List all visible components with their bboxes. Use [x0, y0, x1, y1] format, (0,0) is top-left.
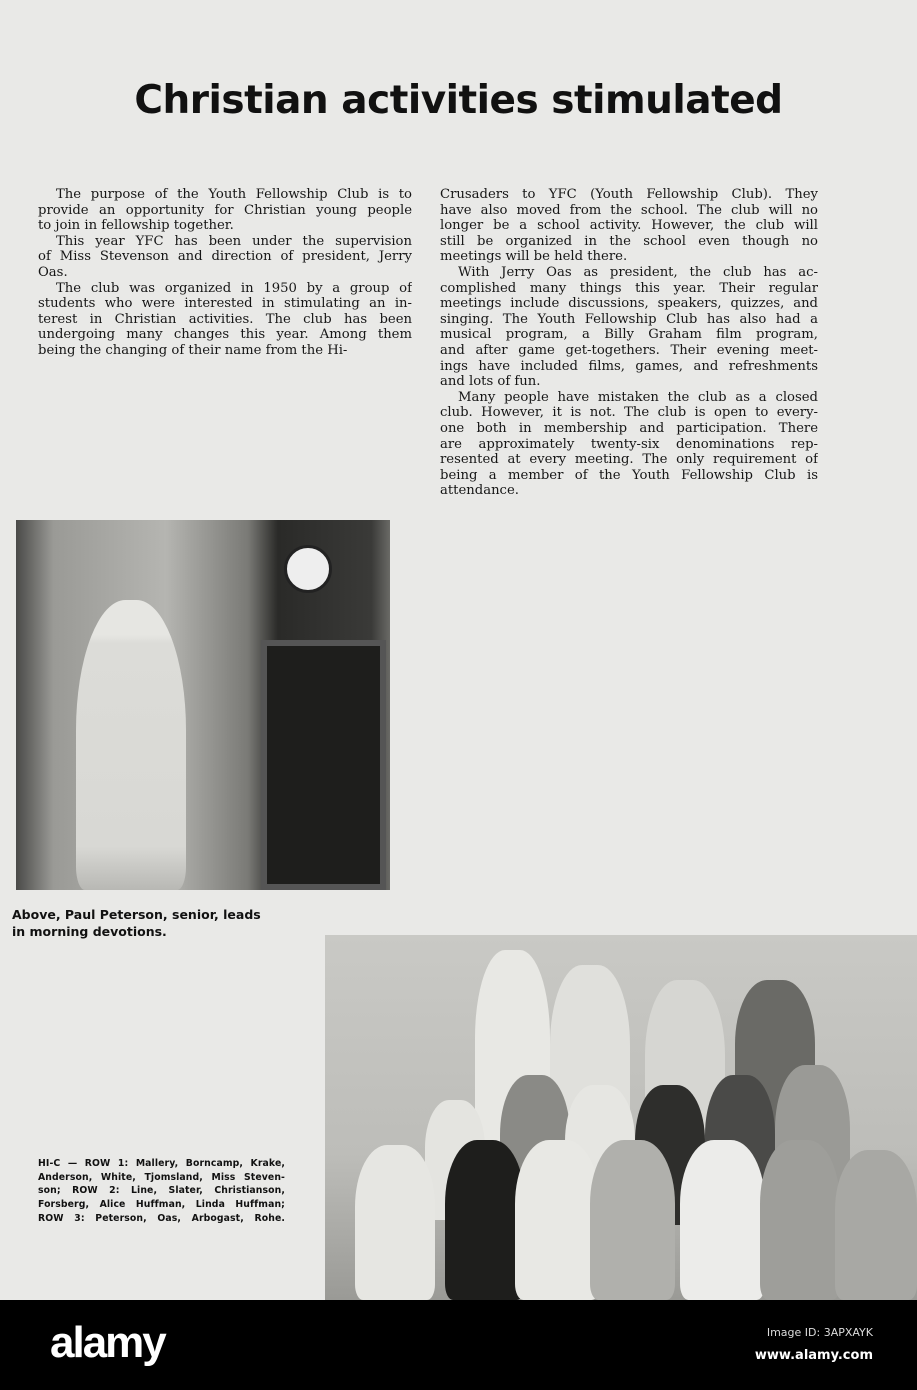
text-line: meetings will be held there.: [440, 249, 628, 265]
doorway: [261, 640, 386, 890]
text-line: undergoing many changes this year. Among them: [38, 327, 412, 343]
text-line: singing. The Youth Fellowship Club has also had a: [440, 311, 818, 327]
group-member: [445, 1140, 525, 1300]
text-line: still be organized in the school even though no: [440, 233, 818, 249]
text-line: have also moved from the school. The club will no: [440, 202, 818, 218]
alamy-logo: alamy: [50, 1318, 165, 1367]
page-title: Christian activities stimulated: [134, 78, 783, 123]
text-line: to join in fellowship together.: [38, 218, 234, 234]
text-line: musical program, a Billy Graham film program,: [440, 327, 818, 343]
caption-line: Above, Paul Peterson, senior, leads: [12, 907, 261, 922]
text-line: longer be a school activity. However, the club will: [440, 218, 818, 234]
text-line: meetings include discussions, speakers, quizzes, and: [440, 296, 818, 312]
left-text-column: [38, 187, 412, 359]
text-line: one both in membership and participation. There: [440, 420, 818, 436]
text-line: Forsberg, Alice Huffman, Linda Huffman;: [38, 1199, 285, 1211]
text-line: son; ROW 2: Line, Slater, Christianson,: [38, 1185, 285, 1197]
caption-line: in morning devotions.: [12, 924, 167, 939]
text-line: and after game get-togethers. Their evening meet-: [440, 342, 818, 358]
text-line: Many people have mistaken the club as a closed: [458, 389, 818, 405]
text-line: Oas.: [38, 264, 68, 280]
text-line: The club was organized in 1950 by a group of: [56, 280, 412, 296]
text-line: ings have included films, games, and refreshments: [440, 358, 818, 374]
photo1-caption: [12, 906, 261, 940]
text-line: of Miss Stevenson and direction of president, Jerry: [38, 249, 412, 265]
text-line: resented at every meeting. The only requirement of: [440, 452, 818, 468]
text-line: Anderson, White, Tjomsland, Miss Steven-: [38, 1171, 285, 1183]
alamy-url: www.alamy.com: [754, 1348, 873, 1363]
text-line: The purpose of the Youth Fellowship Club is to: [56, 187, 412, 202]
text-line: HI-C — ROW 1: Mallery, Borncamp, Krake,: [38, 1158, 285, 1169]
text-line: being the changing of their name from the Hi-: [38, 342, 348, 358]
group-member: [835, 1150, 917, 1300]
group-member: [680, 1140, 765, 1300]
photo2-caption: [38, 1157, 285, 1226]
text-line: With Jerry Oas as president, the club has ac-: [458, 264, 818, 280]
group-member: [590, 1140, 675, 1300]
text-line: being a member of the Youth Fellowship Club is: [440, 467, 818, 483]
text-line: are approximately twenty-six denominations rep-: [440, 436, 818, 452]
text-line: complished many things this year. Their regular: [440, 280, 818, 296]
text-line: attendance.: [440, 483, 519, 499]
image-id: Image ID: 3APXAYK: [766, 1326, 873, 1339]
speaker-figure: [76, 600, 186, 890]
group-member: [355, 1145, 435, 1300]
text-line: This year YFC has been under the supervision: [56, 233, 412, 249]
wall-clock: [284, 545, 332, 593]
right-text-column: [440, 187, 818, 499]
group-member: [760, 1140, 840, 1300]
group-member: [515, 1140, 600, 1300]
text-line: ROW 3: Peterson, Oas, Arbogast, Rohe.: [38, 1212, 285, 1224]
photo-morning-devotions: [16, 520, 390, 890]
text-line: and lots of fun.: [440, 374, 541, 390]
photo-group-hi-c: [325, 935, 917, 1300]
text-line: students who were interested in stimulating an in-: [38, 296, 412, 312]
watermark-footer: [0, 1300, 917, 1390]
text-line: Crusaders to YFC (Youth Fellowship Club). They: [440, 187, 818, 202]
text-line: club. However, it is not. The club is open to every-: [440, 405, 818, 421]
text-line: provide an opportunity for Christian young people: [38, 202, 412, 218]
text-line: terest in Christian activities. The club has been: [38, 311, 412, 327]
